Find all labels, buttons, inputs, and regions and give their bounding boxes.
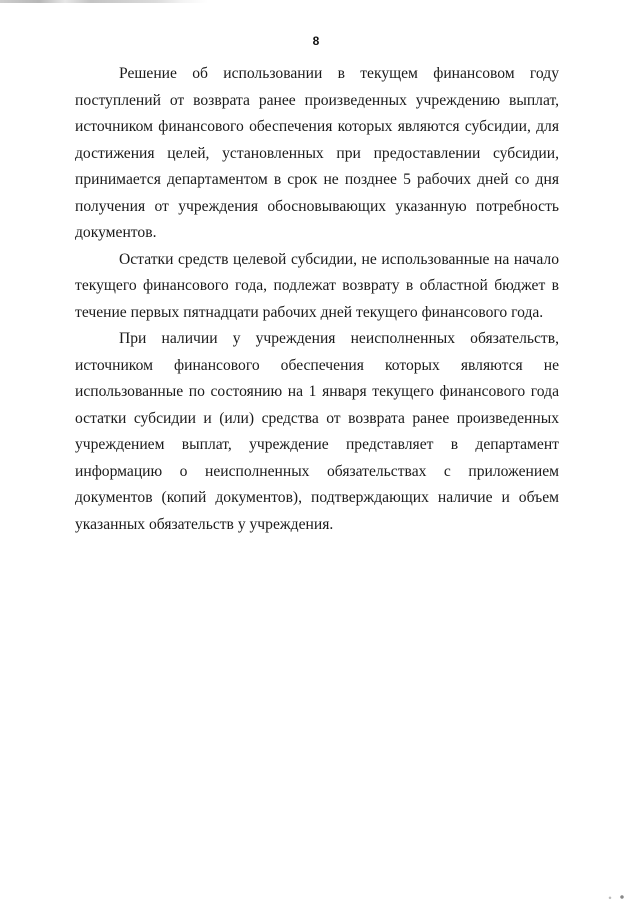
scan-corner-artifact xyxy=(598,893,628,901)
paragraph-subsidy-decision: Решение об использовании в текущем финансовом году поступлений от возврата ранее произведенных учреждению выплат, источником финансового обеспечения которых являются субсидии, для достижения целей, установленных при предоставлении субсидии, принимается департаментом в срок не позднее 5 рабочих дней со дня получения от учреждения обосновывающих указанную потребность документов. xyxy=(75,65,559,241)
scan-edge-artifact xyxy=(0,0,260,3)
document-body xyxy=(75,61,559,538)
page-number: 8 xyxy=(312,34,320,48)
paragraph-outstanding-obligations: При наличии у учреждения неисполненных обязательств, источником финансового обеспечения которых являются не использованные по состоянию на 1 января текущего финансового года остатки субсидии и (или) средства от возврата ранее произведенных учреждением выплат, учреждение представляет в департамент информацию о неисполненных обязательствах с приложением документов (копий документов), подтверждающих наличие и объем указанных обязательств у учреждения. xyxy=(75,330,559,533)
paragraph-subsidy-remainder-return: Остатки средств целевой субсидии, не использованные на начало текущего финансового года, подлежат возврату в областной бюджет в течение первых пятнадцати рабочих дней текущего финансового года. xyxy=(75,250,559,321)
